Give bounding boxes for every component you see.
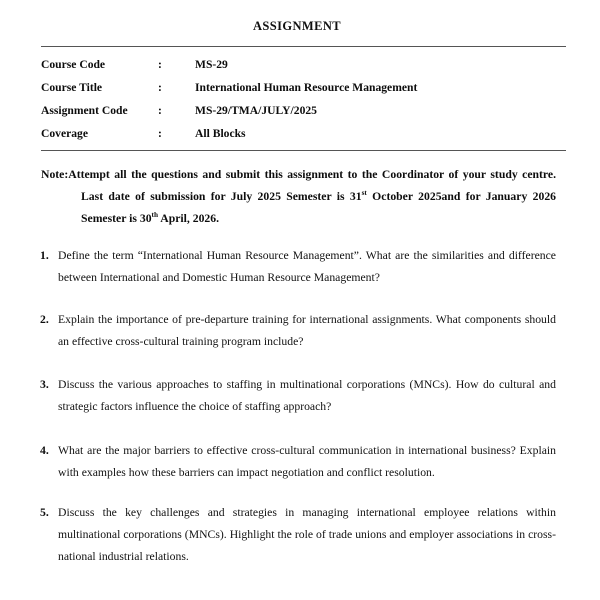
submission-note [41,164,556,230]
note-ordinal-suffix-st: st [361,189,367,198]
question-number: 1. [40,249,49,262]
question-item-2 [40,309,556,353]
note-ordinal-suffix-th: th [151,211,158,220]
question-item-4 [40,440,556,484]
note-label: Note: [41,168,69,181]
question-number: 3. [40,378,49,391]
meta-separator: : [158,81,162,94]
meta-value-course-code: MS-29 [195,58,228,71]
meta-label-assignment-code: Assignment Code [41,104,128,117]
table-row [41,99,566,122]
table-row [41,122,566,145]
question-list [40,245,556,568]
question-text: Explain the importance of pre-departure training for international assignments. What components should an effective cross-cultural training program include? [58,313,556,348]
question-item-1 [40,245,556,289]
question-text: Discuss the various approaches to staffing in multinational corporations (MNCs). How do cultural and strategic factors influence the choice of staffing approach? [58,378,556,413]
question-number: 5. [40,506,49,519]
note-text-part-1: Attempt all the questions and submit this assignment to the Coordinator of your study centre. Last date of submission for July 2025 Semester is 31 [68,168,556,203]
meta-value-assignment-code: MS-29/TMA/JULY/2025 [195,104,317,117]
course-meta-table [41,46,566,151]
table-row [41,76,566,99]
question-item-5 [40,502,556,568]
meta-separator: : [158,104,162,117]
table-row [41,53,566,76]
meta-label-course-code: Course Code [41,58,106,71]
meta-value-coverage: All Blocks [195,127,246,140]
meta-label-coverage: Coverage [41,127,88,140]
note-text-part-3: April, 2026. [158,212,220,225]
meta-separator: : [158,127,162,140]
question-item-3 [40,374,556,418]
meta-separator: : [158,58,162,71]
question-text: Define the term “International Human Resource Management”. What are the similarities and difference between International and Domestic Human Resource Management? [58,249,556,284]
question-text: Discuss the key challenges and strategies in managing international employee relations within multinational corporations (MNCs). Highlight the role of trade unions and employer associations in cross-national industrial relations. [58,506,556,563]
question-text: What are the major barriers to effective cross-cultural communication in international business? Explain with examples how these barriers can impact negotiation and conflict resolution. [58,444,556,479]
question-number: 2. [40,313,49,326]
question-number: 4. [40,444,49,457]
meta-value-course-title: International Human Resource Management [195,81,418,94]
note-text-part-2: October 2025and for January 2026 Semester is 30 [81,190,557,225]
meta-label-course-title: Course Title [41,81,103,94]
page-title: ASSIGNMENT [252,19,342,33]
